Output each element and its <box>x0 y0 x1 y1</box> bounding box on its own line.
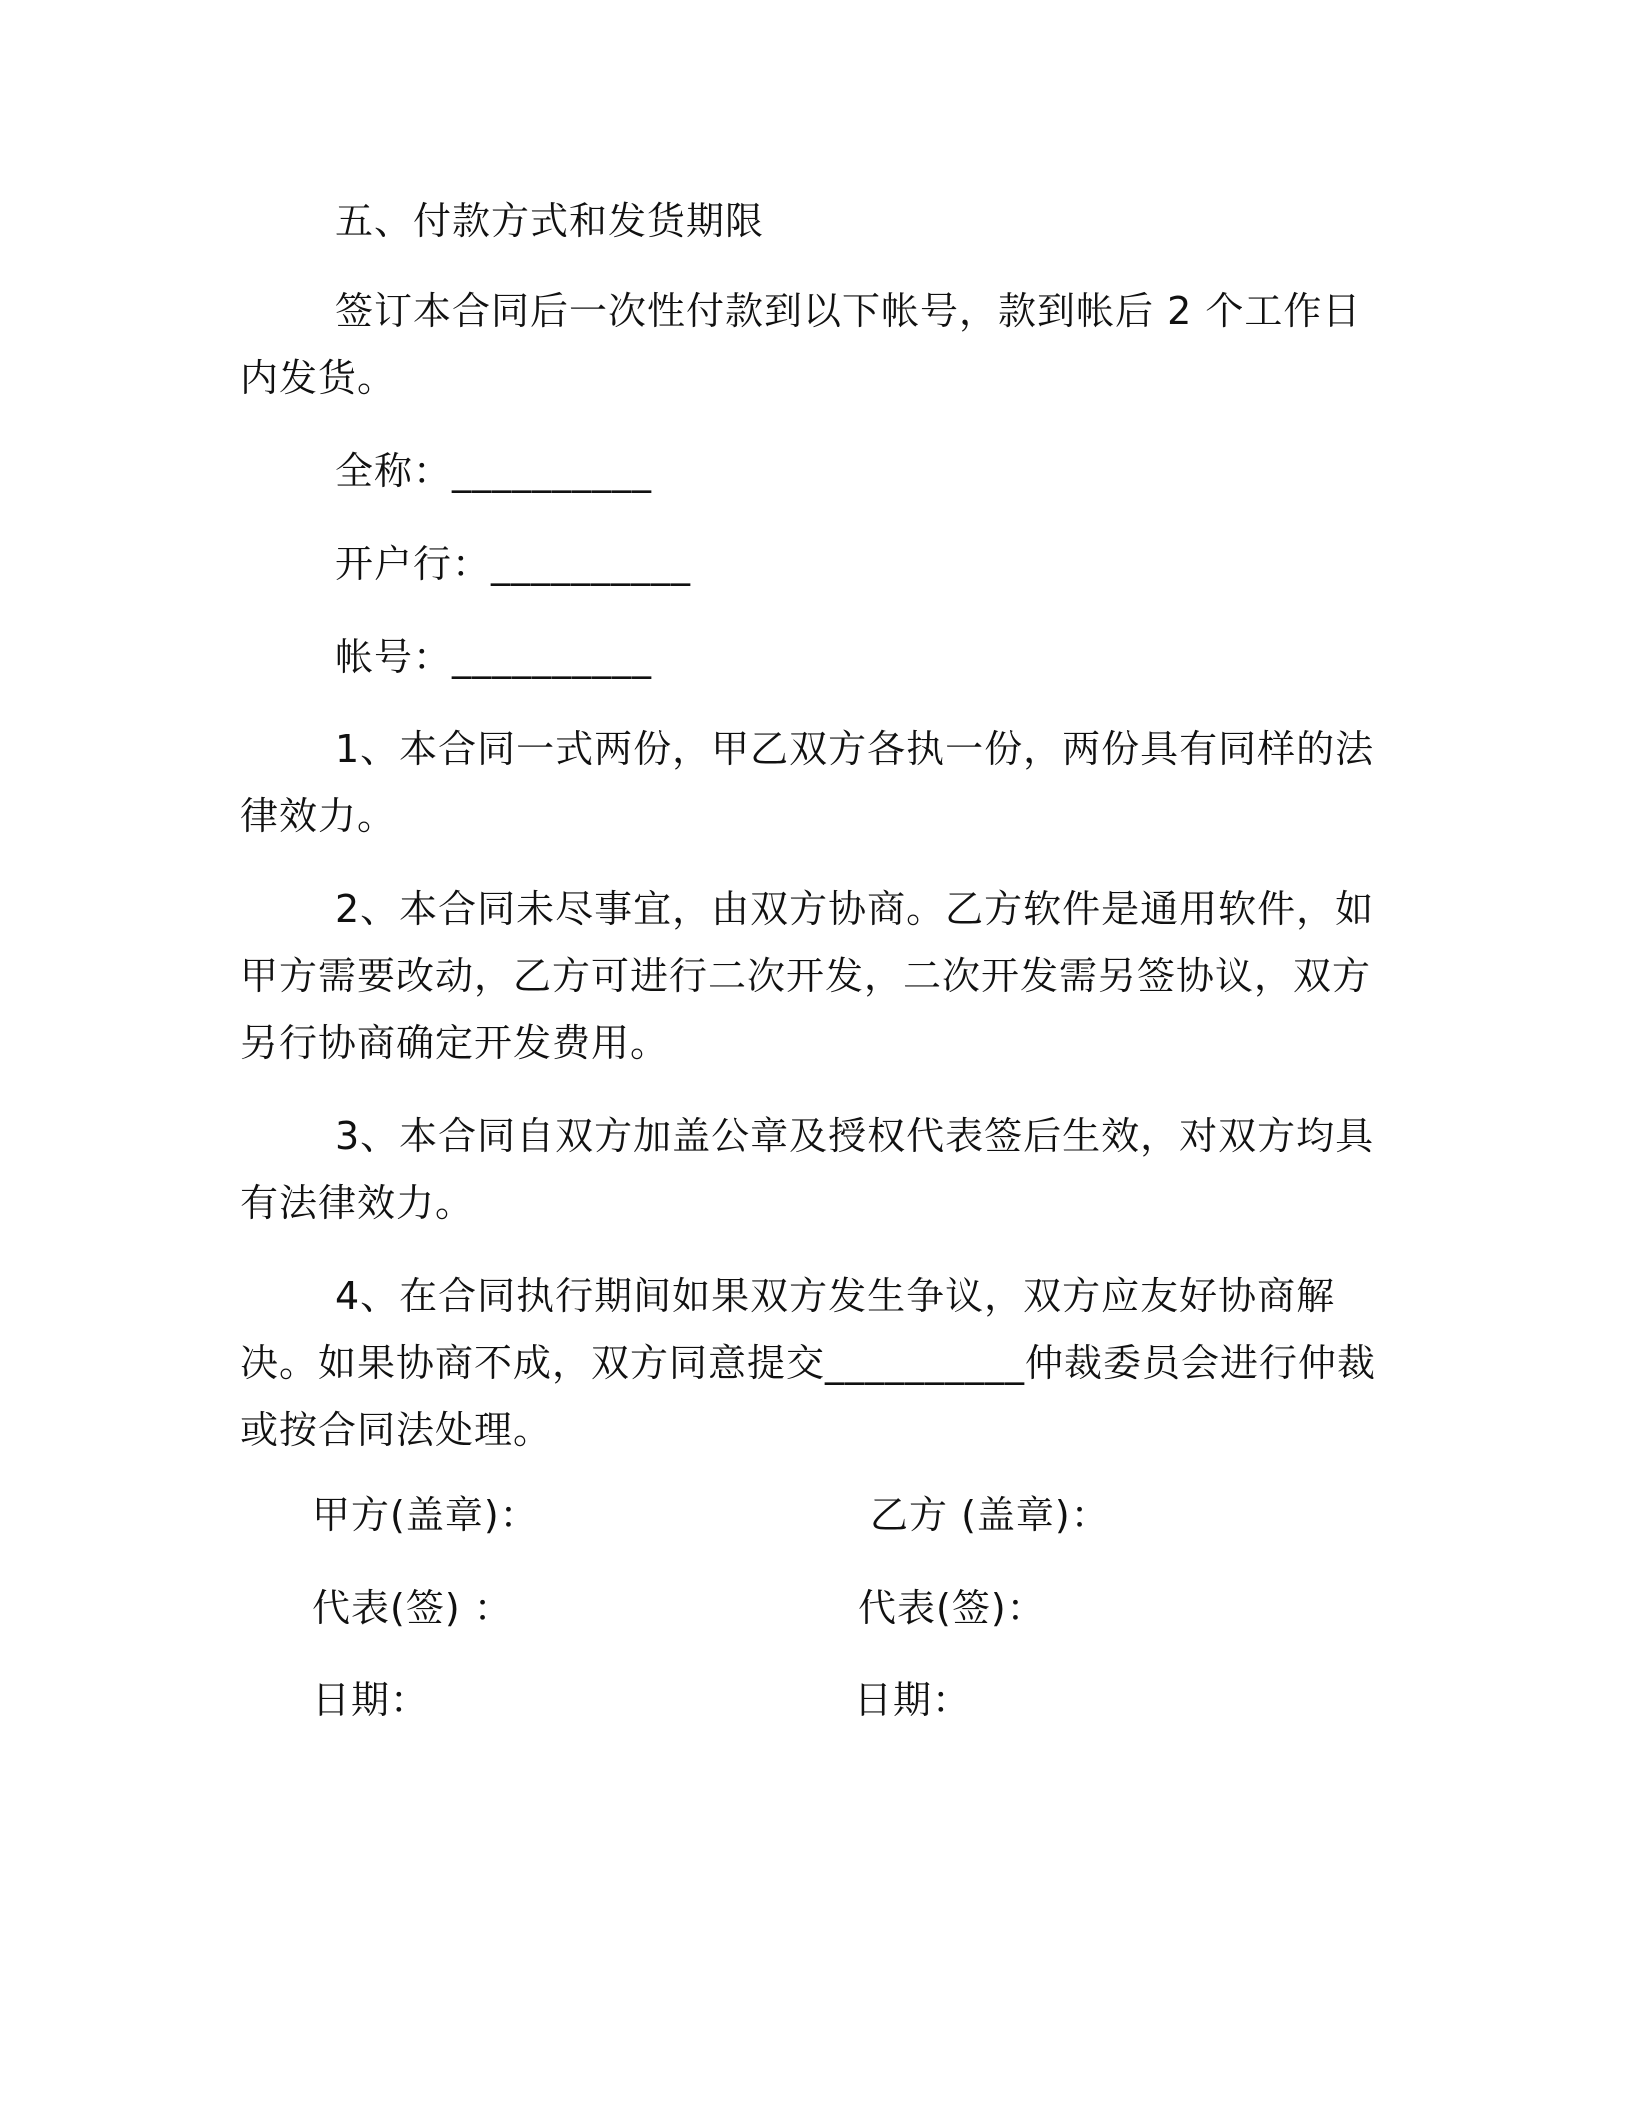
clause-2: 2、本合同未尽事宜，由双方协商。乙方软件是通用软件，如甲方需要改动，乙方可进行二次开发，二次开发需另签协议，双方另行协商确定开发费用。 <box>240 887 1375 1065</box>
clause-3: 3、本合同自双方加盖公章及授权代表签后生效，对双方均具有法律效力。 <box>240 1114 1375 1225</box>
clause-4: 4、在合同执行期间如果双方发生争议，双方应友好协商解决。如果协商不成，双方同意提交__________仲裁委员会进行仲裁或按合同法处理。 <box>240 1274 1377 1452</box>
party-a-date-label: 日期： <box>312 1678 430 1722</box>
bank-account-field: 帐号：__________ <box>335 635 653 679</box>
party-b-date-label: 日期： <box>854 1678 972 1722</box>
payment-paragraph: 签订本合同后一次性付款到以下帐号，款到帐后 2 个工作日内发货。 <box>240 289 1362 400</box>
party-b-representative-label: 代表(签)： <box>858 1586 1046 1630</box>
bank-name-field: 开户行：__________ <box>335 542 692 586</box>
clause-1: 1、本合同一式两份，甲乙双方各执一份，两份具有同样的法律效力。 <box>240 727 1375 838</box>
party-b-seal-label: 乙方 (盖章)： <box>870 1493 1110 1537</box>
party-a-representative-label: 代表(签) ： <box>312 1586 513 1630</box>
party-a-seal-label: 甲方(盖章)： <box>312 1493 539 1537</box>
section-heading: 五、付款方式和发货期限 <box>335 199 765 243</box>
bank-full-name-field: 全称：__________ <box>335 449 653 493</box>
